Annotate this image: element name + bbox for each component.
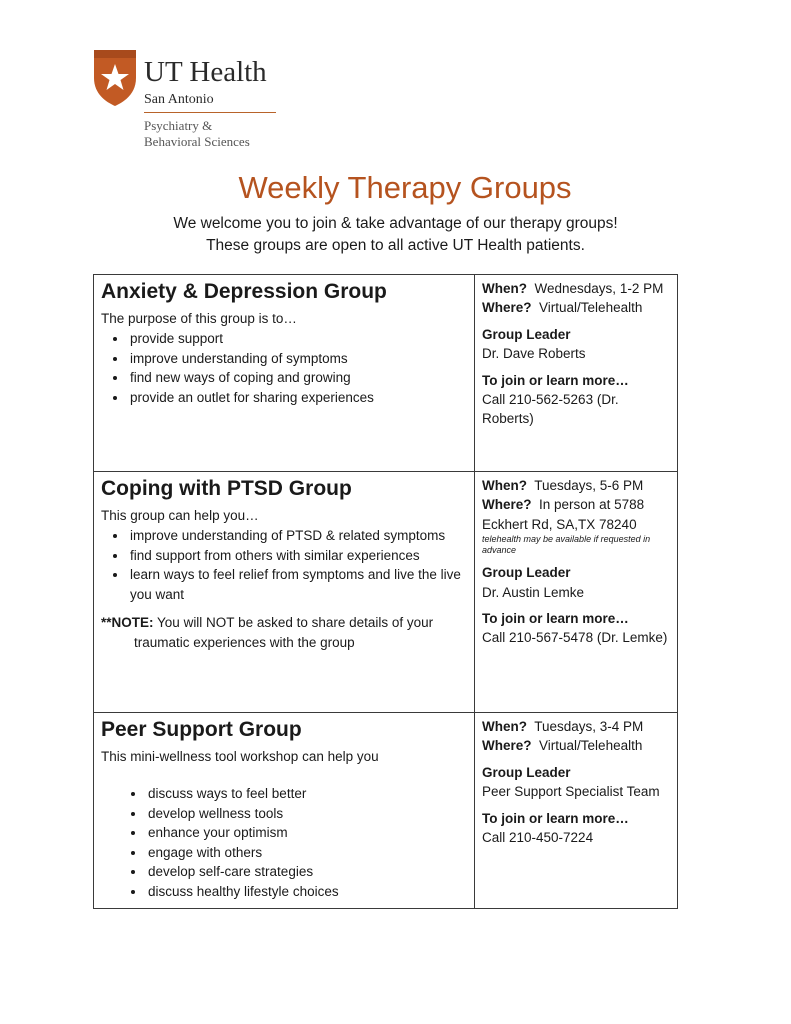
- logo-divider: [144, 112, 276, 113]
- list-item: • provide support: [128, 329, 468, 349]
- groups-table: [93, 274, 678, 909]
- group-info-cell: [475, 275, 678, 472]
- join-label: [482, 609, 671, 628]
- where-value: In person at 5788 Eckhert Rd, SA,TX 78240: [482, 497, 645, 532]
- where-value: Virtual/Telehealth: [539, 300, 643, 316]
- group-benefit-list: [101, 526, 468, 604]
- logo-department: [144, 118, 250, 150]
- list-item: • enhance your optimism: [146, 823, 468, 843]
- intro-line-1: We welcome you to join & take advantage of our therapy groups!: [173, 215, 618, 232]
- where-label: Where?: [482, 738, 532, 754]
- where-value: Virtual/Telehealth: [539, 738, 643, 754]
- list-item: • learn ways to feel relief from symptoms and live the live you want: [128, 565, 468, 604]
- when-value: Wednesdays, 1-2 PM: [534, 281, 664, 296]
- list-item: • develop wellness tools: [146, 804, 468, 824]
- group-description-cell: [94, 713, 475, 909]
- when-label: When?: [482, 281, 527, 296]
- leader-value: Peer Support Specialist Team: [482, 784, 660, 800]
- leader-label-text: Group Leader: [482, 764, 571, 780]
- leader-label: [482, 563, 671, 582]
- when-line: [482, 279, 671, 298]
- leader-value: Dr. Austin Lemke: [482, 584, 585, 600]
- group-row-anxiety: [94, 275, 678, 472]
- list-item: • find support from others with similar experiences: [128, 546, 468, 566]
- note-text: You will NOT be asked to share details of your traumatic experiences with the group: [134, 615, 434, 650]
- ut-health-logo: [92, 46, 292, 156]
- where-line: [482, 736, 671, 755]
- group-row-ptsd: [94, 472, 678, 713]
- when-value: Tuesdays, 3-4 PM: [534, 719, 644, 734]
- when-value: Tuesdays, 5-6 PM: [534, 478, 644, 493]
- group-row-peer-support: [94, 713, 678, 909]
- when-label: When?: [482, 719, 527, 734]
- when-label: When?: [482, 478, 527, 493]
- where-note: telehealth may be available if requested in advance: [482, 534, 651, 556]
- group-note: [101, 613, 468, 652]
- intro-line-2: These groups are open to all active UT Health patients.: [206, 237, 585, 254]
- page-title: Weekly Therapy Groups: [238, 170, 572, 205]
- group-lead: This mini-wellness tool workshop can help you: [101, 749, 379, 764]
- group-title: Peer Support Group: [101, 718, 302, 741]
- logo-name: UT Health: [144, 56, 267, 88]
- join-value: Call 210-567-5478 (Dr. Lemke): [482, 630, 668, 646]
- list-item: • discuss healthy lifestyle choices: [146, 882, 468, 902]
- where-line: [482, 495, 671, 534]
- group-purpose-list: [101, 329, 468, 407]
- join-value: Call 210-562-5263 (Dr. Roberts): [482, 392, 619, 427]
- group-lead: This group can help you…: [101, 508, 259, 523]
- join-label-text: To join or learn more…: [482, 372, 629, 388]
- list-item: • engage with others: [146, 843, 468, 863]
- list-item: • provide an outlet for sharing experiences: [128, 388, 468, 408]
- group-lead: The purpose of this group is to…: [101, 311, 297, 326]
- leader-label-text: Group Leader: [482, 565, 571, 581]
- group-info-cell: [475, 472, 678, 713]
- list-item: • improve understanding of symptoms: [128, 349, 468, 369]
- group-description-cell: [94, 472, 475, 713]
- group-benefit-list: [101, 784, 468, 902]
- leader-label: [482, 325, 671, 344]
- department-line-2: Behavioral Sciences: [144, 134, 250, 149]
- join-value: Call 210-450-7224: [482, 830, 594, 846]
- list-item: • develop self-care strategies: [146, 862, 468, 882]
- department-line-1: Psychiatry &: [144, 118, 213, 133]
- where-label: Where?: [482, 300, 532, 316]
- group-title: Coping with PTSD Group: [101, 477, 352, 500]
- logo-location: San Antonio: [144, 92, 214, 107]
- intro-text: [0, 213, 791, 257]
- group-title: Anxiety & Depression Group: [101, 280, 387, 303]
- join-label-text: To join or learn more…: [482, 810, 629, 826]
- join-label: [482, 809, 671, 828]
- leader-label-text: Group Leader: [482, 326, 571, 342]
- when-line: [482, 476, 671, 495]
- where-label: Where?: [482, 497, 532, 513]
- shield-star-icon: [92, 48, 138, 108]
- where-line: [482, 298, 671, 317]
- leader-label: [482, 763, 671, 782]
- list-item: • improve understanding of PTSD & related symptoms: [128, 526, 468, 546]
- group-description-cell: [94, 275, 475, 472]
- join-label-text: To join or learn more…: [482, 611, 629, 627]
- list-item: • discuss ways to feel better: [146, 784, 468, 804]
- join-label: [482, 371, 671, 390]
- when-line: [482, 717, 671, 736]
- note-label: **NOTE:: [101, 615, 154, 631]
- list-item: • find new ways of coping and growing: [128, 368, 468, 388]
- leader-value: Dr. Dave Roberts: [482, 346, 586, 362]
- group-info-cell: [475, 713, 678, 909]
